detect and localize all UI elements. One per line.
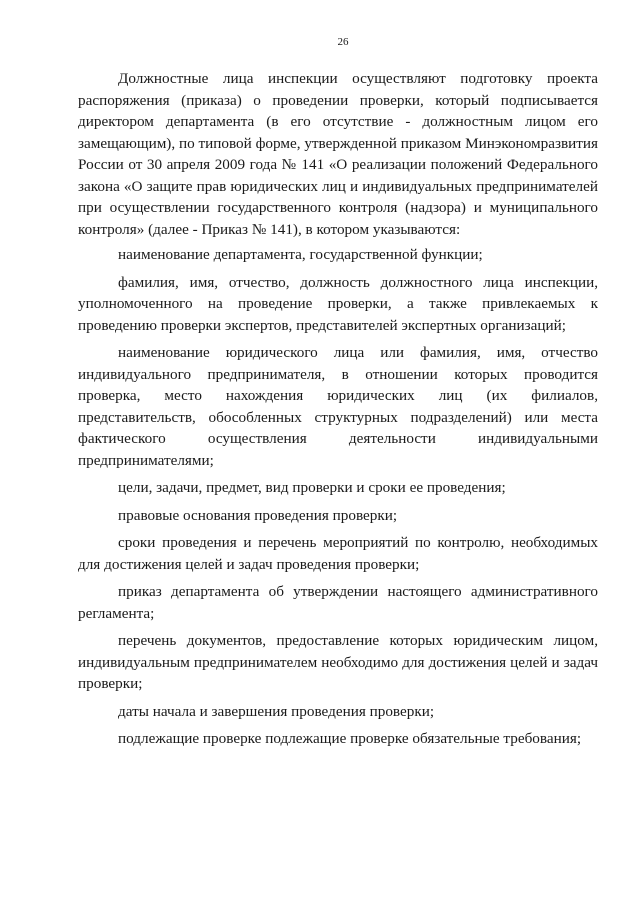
paragraph-intro: Должностные лица инспекции осуществляют подготовку проекта распоряжения (приказа) о проведении проверки, который подписывается директором департамента (в его отсутствие - должностным лицом его замещающим), по типовой форме, утвержденной приказом Минэкономразвития России от 30 апреля 2009 года № 141 «О реализации положений Федерального закона «О защите прав юридических лиц и индивидуальных предпринимателей при осуществлении государственного контроля (надзора) и муниципального контроля» (далее - Приказ № 141), в котором указываются: — [78, 70, 598, 238]
list-item: наименование юридического лица или фамилия, имя, отчество индивидуального предпринимателя, в отношении которых проводится проверка, место нахождения юридических лиц (их филиалов, представительств, обособленных структурных подразделений) или места фактического осуществления деятельности индивидуальными предпринимателями; — [78, 344, 598, 469]
list-item: фамилия, имя, отчество, должность должностного лица инспекции, уполномоченного на проведение проверки, а также привлекаемых к проведению проверки экспертов, представителей экспертных организаций; — [78, 273, 598, 334]
list-item: правовые основания проведения проверки; — [118, 506, 398, 524]
list-item: даты начала и завершения проведения проверки; — [118, 702, 435, 720]
list-item: подлежащие проверке подлежащие проверке обязательные требования; — [118, 730, 582, 747]
list-item: наименование департамента, государственной функции; — [118, 246, 483, 263]
document-body — [78, 68, 598, 750]
list-item: сроки проведения и перечень мероприятий по контролю, необходимых для достижения целей и задач проведения проверки; — [78, 534, 598, 573]
list-item: цели, задачи, предмет, вид проверки и сроки ее проведения; — [118, 479, 506, 496]
list-item: перечень документов, предоставление которых юридическим лицом, индивидуальным предпринимателем необходимо для достижения целей и задач проверки; — [78, 632, 598, 692]
page-number: 26 — [337, 36, 349, 48]
list-item: приказ департамента об утверждении настоящего административного регламента; — [78, 583, 598, 622]
